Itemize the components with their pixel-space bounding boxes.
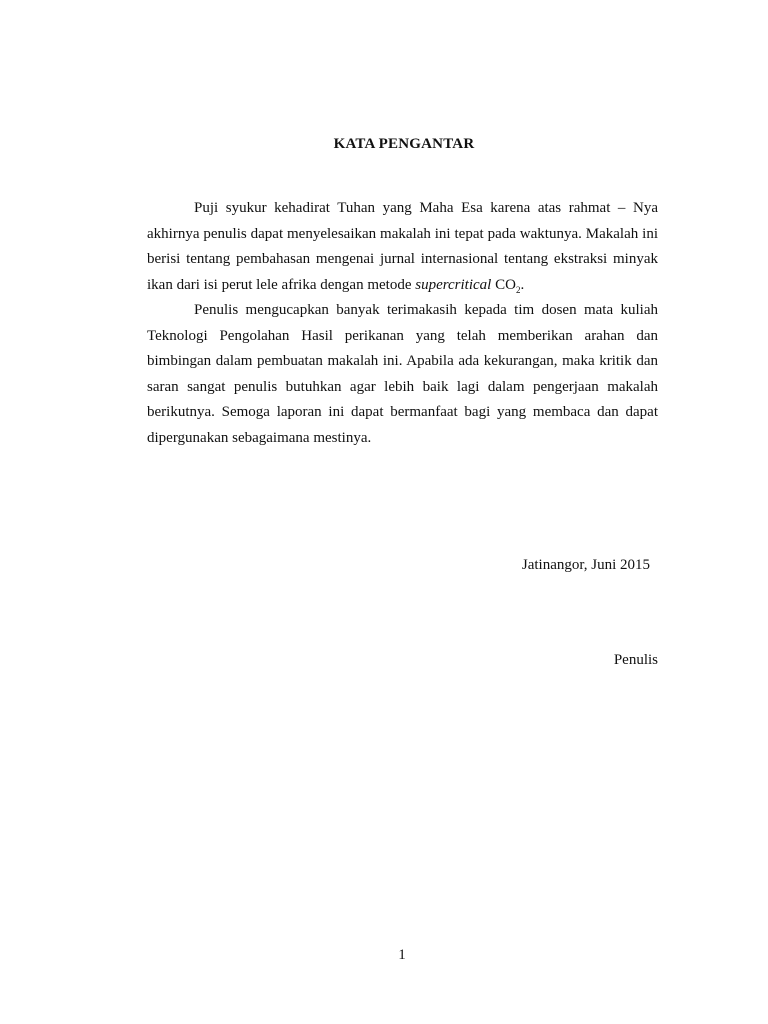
page-number: 1: [398, 947, 406, 963]
italic-term: supercritical: [415, 276, 492, 293]
author-signature: Penulis: [613, 652, 658, 668]
paragraph-1: [147, 196, 658, 298]
body-text: [147, 196, 658, 451]
page-title: KATA PENGANTAR: [333, 136, 475, 152]
chemical-formula: CO: [491, 276, 516, 293]
chemical-subscript: 2: [515, 284, 521, 295]
paragraph-1-text: Puji syukur kehadirat Tuhan yang Maha Esa karena atas rahmat – Nya akhirnya penulis dapat menyelesaikan makalah ini tepat pada waktunya. Makalah ini berisi tentang pembahasan mengenai jurnal internasional tentang ekstraksi minyak ikan dari isi perut lele afrika dengan metode: [147, 200, 658, 293]
place-date: Jatinangor, Juni 2015: [521, 557, 650, 573]
paragraph-2: Penulis mengucapkan banyak terimakasih kepada tim dosen mata kuliah Teknologi Pengolahan Hasil perikanan yang telah memberikan arahan dan bimbingan dalam pembuatan makalah ini. Apabila ada kekurangan, maka kritik dan saran sangat penulis butuhkan agar lebih baik lagi dalam pengerjaan makalah berikutnya. Semoga laporan ini dapat bermanfaat bagi yang membaca dan dapat dipergunakan sebagaimana mestinya.: [147, 302, 658, 446]
paragraph-1-end: .: [520, 276, 525, 293]
